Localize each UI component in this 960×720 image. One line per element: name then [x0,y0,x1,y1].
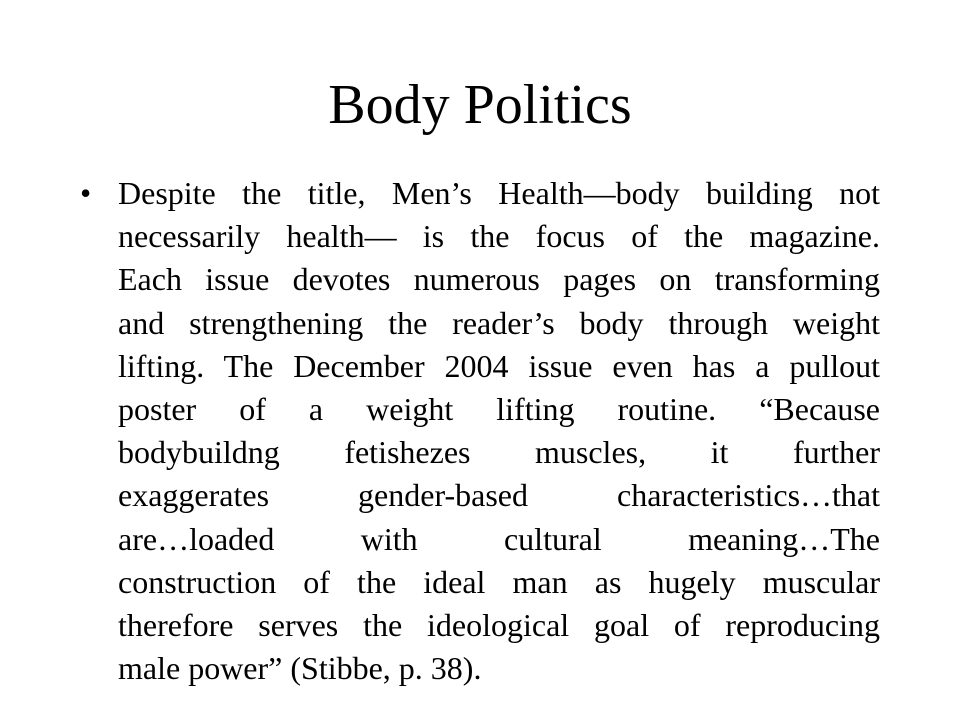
bullet-text-line: therefore serves the ideological goal of reproducing [118,607,880,644]
bullet-text-line: exaggerates gender-based characteristics…that [118,477,880,514]
bullet-text-line: lifting. The December 2004 issue even has a pullout [118,347,880,384]
bullet-text-line: construction of the ideal man as hugely muscular [118,563,880,600]
slide-content [80,172,880,690]
bullet-icon: • [80,175,92,211]
bullet-item [80,172,880,690]
bullet-text-line: are…loaded with cultural meaning…The [118,520,880,557]
bullet-text-line: Each issue devotes numerous pages on transforming [118,261,880,298]
bullet-text-line: poster of a weight lifting routine. “Because [118,391,880,428]
bullet-text-line: bodybuildng fetishezes muscles, it further [118,434,880,471]
bullet-text [118,172,880,690]
bullet-text-line: Despite the title, Men’s Health—body building not [118,175,880,211]
bullet-text-line: and strengthening the reader’s body through weight [118,304,880,341]
bullet-text-line: male power” (Stibbe, p. 38). [118,650,482,687]
bullet-text-line: necessarily health— is the focus of the magazine. [118,218,880,255]
slide-title: Body Politics [328,74,632,136]
